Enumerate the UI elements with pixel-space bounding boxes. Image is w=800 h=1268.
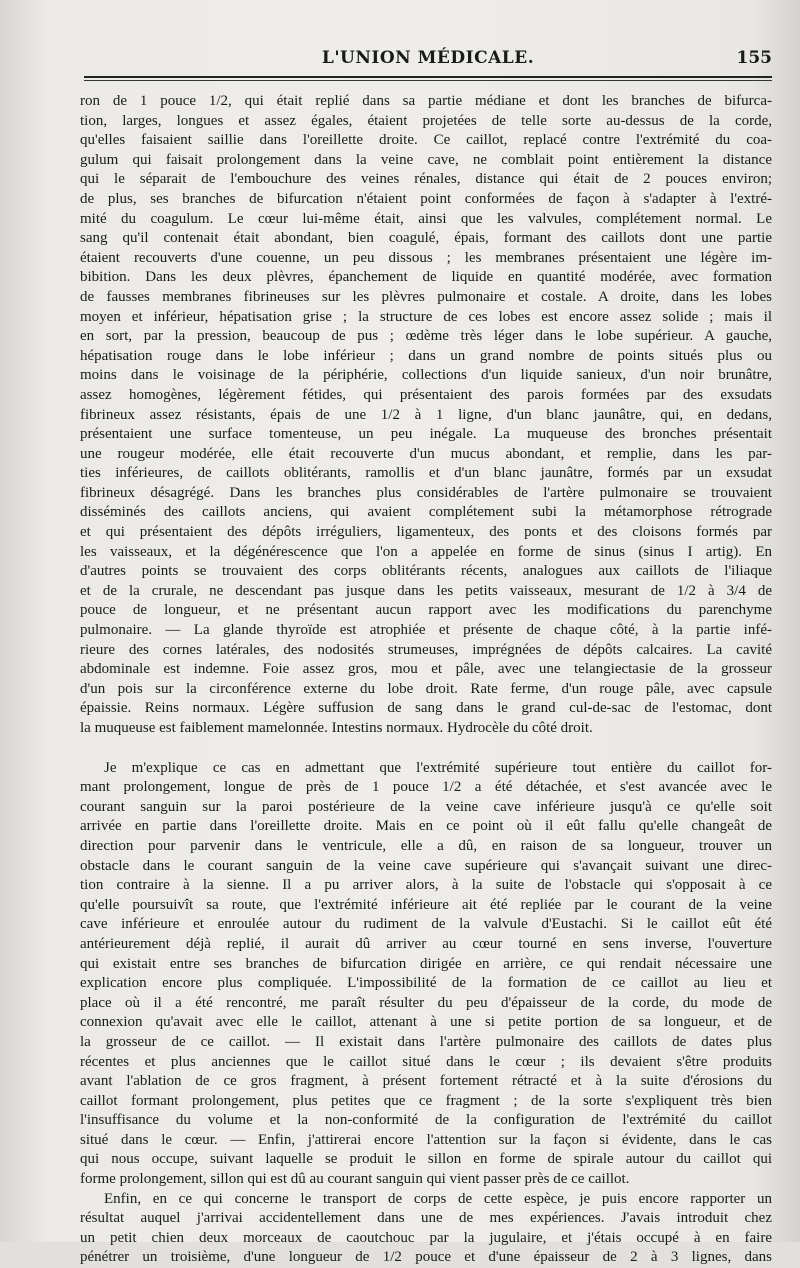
text-line: pouce de longueur, et ne présentant aucun rapport avec les modifications du parenchyme <box>80 602 772 619</box>
text-line: pulmonaire. — La glande thyroïde est atrophiée et présente de chaque côté, à la partie infé- <box>80 622 772 639</box>
page-header <box>84 44 772 72</box>
text-line: Je m'explique ce cas en admettant que l'extrémité supérieure tout entière du caillot for- <box>104 759 772 776</box>
text-line: les vaisseaux, et la dégénérescence que l'on a appelée en forme de sinus (sinus I artig). En <box>80 543 772 560</box>
text-line: ties inférieures, de caillots oblitérants, ramollis et d'un blanc jaunâtre, formés par un exsudat <box>80 465 772 482</box>
text-line: explication encore plus compliquée. L'impossibilité de la formation de ce caillot au lieu et <box>80 975 772 992</box>
text-line: présentaient une surface tomenteuse, un peu inégale. La muqueuse des bronches présentait <box>80 426 772 443</box>
text-line: résultat auquel j'arrivai accidentellement dans une de mes expériences. J'avais introduit chez <box>80 1210 772 1227</box>
paragraph-experiment <box>80 1190 772 1268</box>
text-line: antérieurement déjà replié, il aurait dû arriver au cœur tourné en sens inverse, l'ouverture <box>80 935 772 952</box>
text-line: la muqueuse est faiblement mamelonnée. Intestins normaux. Hydrocèle du côté droit. <box>80 720 593 736</box>
text-line: moins dans le voisinage de la périphérie, collections d'un liquide sanieux, d'un noir brunâtre, <box>80 367 772 384</box>
text-line: qui existait entre ses branches de bifurcation dirigée en arrière, ce qui rendait nécessaire une <box>80 955 772 972</box>
text-line: et qui présentaient des dépôts irréguliers, ligamenteux, des ponts et des cloisons formés par <box>80 524 772 541</box>
text-line: forme prolongement, sillon qui est dû au courant sanguin qui vient passer près de ce caillot. <box>80 1171 630 1188</box>
text-line: bibition. Dans les deux plèvres, épanchement de liquide en quantité modérée, avec formation <box>80 269 772 286</box>
text-line: assez homogènes, légèrement fétides, qui présentaient des parois formées par des exsudats <box>80 386 772 403</box>
text-line: tion contraire à la sienne. Il a pu arriver alors, à la suite de l'obstacle qui s'opposait à ce <box>80 877 772 894</box>
running-title: L'UNION MÉDICALE. <box>321 48 535 68</box>
text-line: de plus, ses branches de bifurcation n'étaient point conformées de façon à s'adapter à l'extré- <box>80 190 772 207</box>
text-line: qu'elle poursuivît sa route, que l'extrémité inférieure ait été repliée par le courant de la veine <box>80 896 772 913</box>
text-line: abdominale est indemne. Foie assez gros, mou et pâle, avec une telangiectasie de la grosseur <box>80 661 772 678</box>
text-line: qui nous occupe, suivant laquelle se produit le sillon en forme de spirale autour du caillot qui <box>80 1151 772 1168</box>
paragraph-gap <box>80 739 772 759</box>
text-line: épaissie. Reins normaux. Légère suffusion de sang dans le grand cul-de-sac de l'estomac, dont <box>80 700 772 717</box>
text-line: rieure des cornes latérales, des nodosités strumeuses, imprégnées de dépôts calcaires. La cavité <box>80 641 772 658</box>
text-line: place où il a été rencontré, me paraît résulter du peu d'épaisseur de la corde, du mode de <box>80 994 772 1011</box>
text-line: hépatisation rouge dans le lobe inférieur ; dans un grand nombre de points situés plus ou <box>80 347 772 364</box>
text-line: arrivée en partie dans l'oreillette droite. Mais en ce point où il eût fallu qu'elle changeât de <box>80 818 772 835</box>
header-rule-thin <box>84 80 772 81</box>
text-line: un petit chien deux morceaux de caoutchouc par la jugulaire, et j'étais occupé à en faire <box>80 1229 772 1246</box>
text-line: fibrineux assez résistants, épais de une 1/2 à 1 ligne, d'un blanc jaunâtre, qui, en dedans, <box>80 406 772 423</box>
text-line: d'autres points se trouvaient des corps oblitérants récents, analogues aux caillots de l'iliaque <box>80 563 772 580</box>
text-line: mité du coagulum. Le cœur lui-même était, ainsi que les valvules, complétement normal. Le <box>80 210 772 227</box>
text-line: qui le séparait de l'embouchure des veines rénales, distance qui était de 2 pouces environ; <box>80 171 772 188</box>
text-line: disséminés des caillots anciens, qui avaient complétement subi la métamorphose rétrograde <box>80 504 772 521</box>
text-line: caillot formant prolongement, plus petites que ce fragment ; de la sorte s'expliquent très bien <box>80 1092 772 1109</box>
text-line: en sort, par la pression, beaucoup de pus ; œdème très léger dans le lobe supérieur. A gauche, <box>80 328 772 345</box>
text-line: sang qu'il contenait était abondant, bien coagulé, épais, formant des caillots dont une partie <box>80 230 772 247</box>
text-line: de fausses membranes fibrineuses sur les plèvres pulmonaire et costale. A droite, dans les lobes <box>80 288 772 305</box>
text-line: Enfin, en ce qui concerne le transport de corps de cette espèce, je puis encore rapporter un <box>104 1190 772 1207</box>
text-line: tion, larges, longues et assez égales, étaient projetées de telle sorte au-dessus de la corde, <box>80 112 772 129</box>
text-line: une rougeur modérée, elle était recouverte d'un mucus abondant, et remplie, dans les par- <box>80 445 772 462</box>
paragraph-explanation <box>80 759 772 1190</box>
text-line: récentes et plus anciennes que le caillot situé dans le cœur ; ils devaient s'être produits <box>80 1053 772 1070</box>
text-line: et de la crurale, ne descendant pas jusque dans les petits vaisseaux, mesurant de 1/2 à 3/4 de <box>80 582 772 599</box>
text-line: gulum qui faisait prolongement dans la veine cave, ne comblait point entièrement la distance <box>80 151 772 168</box>
text-line: situé dans le cœur. — Enfin, j'attirerai encore l'attention sur la façon si évidente, dans le cas <box>80 1131 772 1148</box>
page-number: 155 <box>736 48 772 68</box>
paragraph-autopsy-findings <box>80 92 772 739</box>
text-line: cave inférieure et enroulée autour du rudiment de la valvule d'Eustachi. Si le caillot eût été <box>80 916 772 933</box>
text-line: direction pour parvenir dans le ventricule, elle a dû, en raison de sa longueur, trouver un <box>80 837 772 854</box>
text-line: connexion qu'avait avec elle le caillot, attenant à une si petite portion de sa longueur, et de <box>80 1014 772 1031</box>
text-line: pénétrer un troisième, d'une longueur de 1/2 pouce et d'une épaisseur de 2 à 3 lignes, dans <box>80 1249 772 1266</box>
body-text <box>80 92 772 1268</box>
text-line: la grosseur de ce caillot. — Il existait dans l'artère pulmonaire des caillots de dates plus <box>80 1033 772 1050</box>
text-line: avant l'ablation de ce gros fragment, à présent fortement rétracté et à la suite d'érosions du <box>80 1073 772 1090</box>
header-rule <box>84 76 772 78</box>
text-line: qu'elles faisaient saillie dans l'oreillette droite. Ce caillot, replacé contre l'extrémité du coa- <box>80 132 772 149</box>
text-line: l'insuffisance du volume et la non-conformité de la configuration de l'extrémité du caillot <box>80 1112 772 1129</box>
text-line: mant prolongement, longue de près de 1 pouce 1/2 a été détachée, et s'est avancée avec le <box>80 779 772 796</box>
text-line: étaient recouverts d'une couenne, un peu dissous ; les membranes présentaient une légère im- <box>80 249 772 266</box>
text-line: courant sanguin sur la paroi postérieure de la veine cave inférieure jusqu'à ce qu'elle soit <box>80 798 772 815</box>
text-line: d'un pois sur la circonférence externe du lobe droit. Rate ferme, d'un rouge pâle, avec capsule <box>80 680 772 697</box>
text-line: ron de 1 pouce 1/2, qui était replié dans sa partie médiane et dont les branches de bifurca- <box>80 93 772 109</box>
text-line: obstacle dans le courant sanguin de la veine cave supérieure qui s'avançait suivant une direc- <box>80 857 772 874</box>
text-line: moyen et inférieur, hépatisation grise ; la structure de ces lobes est encore assez solide ; mais il <box>80 308 772 325</box>
text-line: fibrineux désagrégé. Dans les branches plus considérables de l'artère pulmonaire se trouvaient <box>80 484 772 501</box>
